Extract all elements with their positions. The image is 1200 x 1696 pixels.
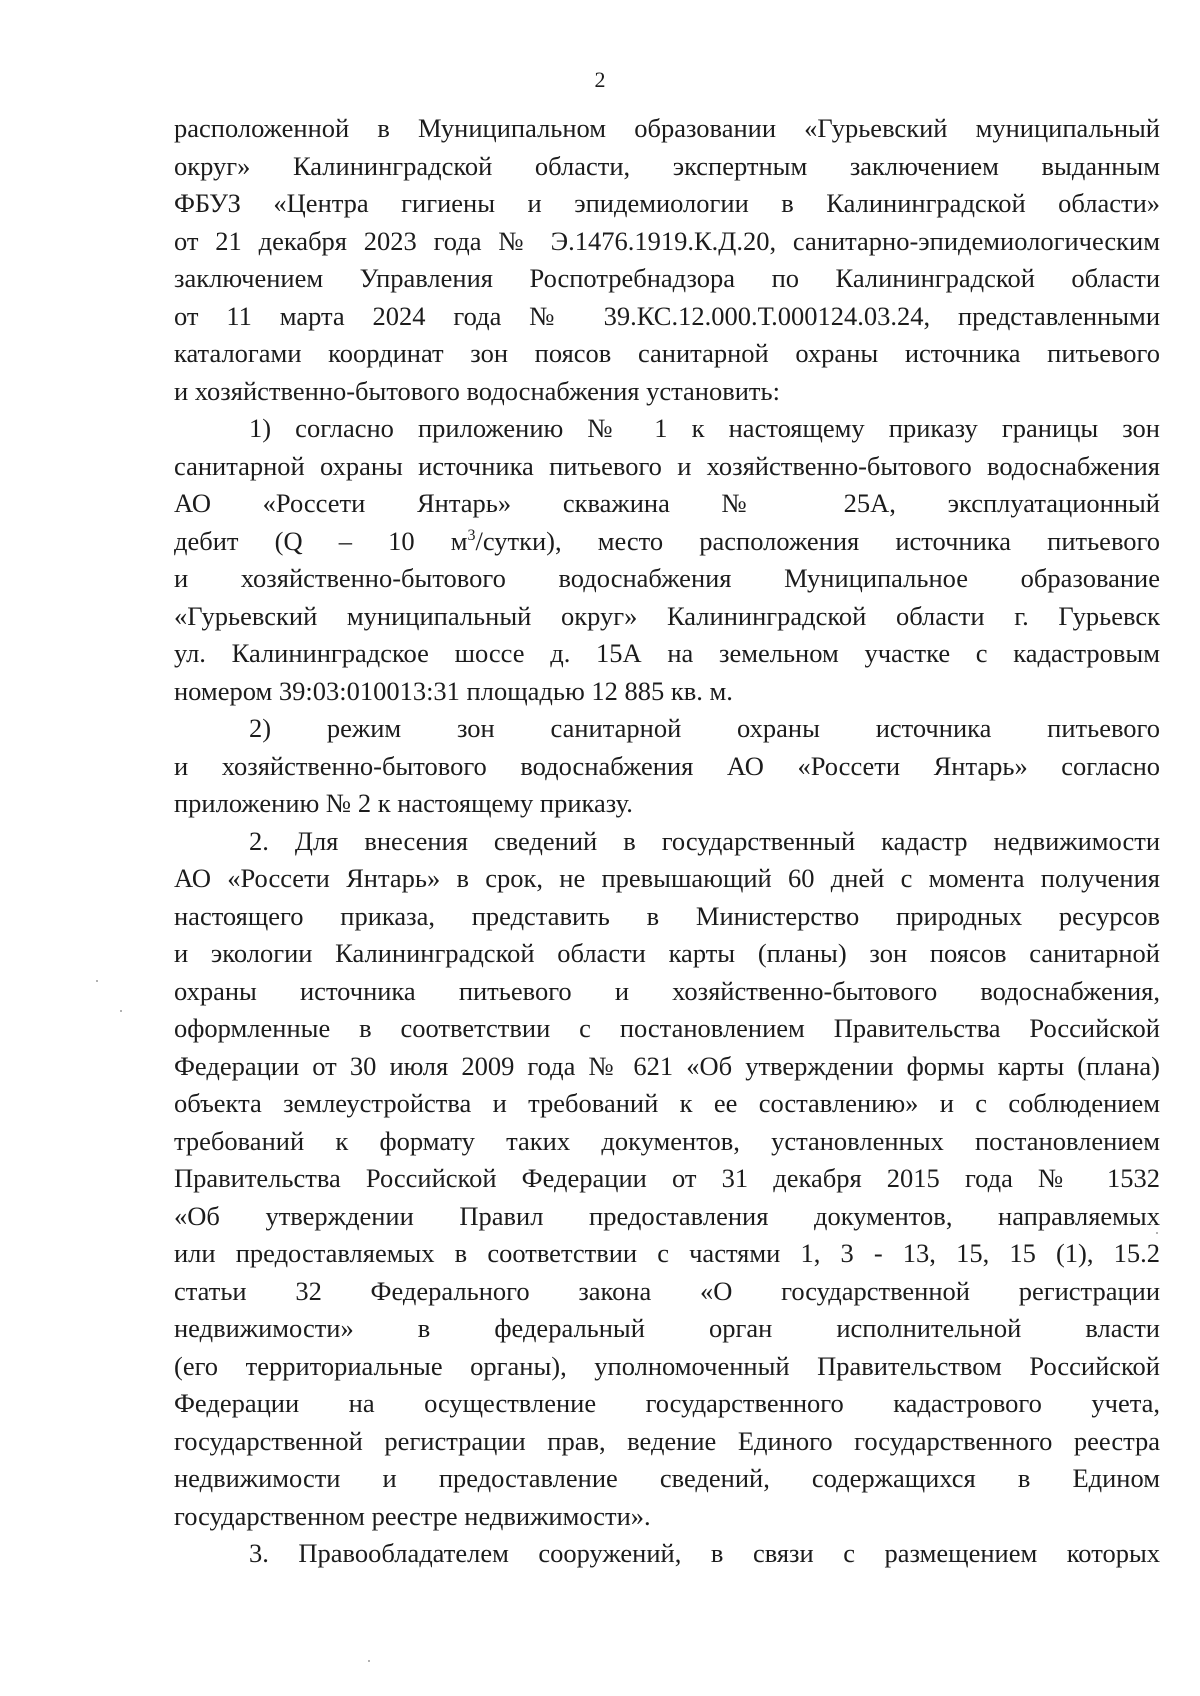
text-line: 2) режим зон санитарной охраны источника питьевого	[249, 713, 1160, 743]
text-line: и хозяйственно-бытового водоснабжения Муниципальное образование	[174, 563, 1160, 593]
text-line: ФБУЗ «Центра гигиены и эпидемиологии в Калининградской области»	[174, 188, 1160, 218]
text-line: АО «Россети Янтарь» скважина № 25А, эксплуатационный	[174, 488, 1160, 518]
text-line: и экологии Калининградской области карты (планы) зон поясов санитарной	[174, 938, 1160, 968]
text-line: 3. Правообладателем сооружений, в связи с размещением которых	[249, 1538, 1160, 1568]
text-line: каталогами координат зон поясов санитарной охраны источника питьевого	[174, 338, 1160, 368]
text-line-with-superscript	[174, 523, 1160, 561]
text-line: «Гурьевский муниципальный округ» Калининградской области г. Гурьевск	[174, 600, 1160, 631]
text-line: недвижимости» в федеральный орган исполнительной власти	[174, 1313, 1160, 1343]
document-body	[174, 110, 1160, 1573]
text-line: охраны источника питьевого и хозяйственно-бытового водоснабжения,	[174, 975, 1160, 1006]
scan-speck	[1156, 1232, 1158, 1234]
text-line: Федерации на осуществление государственного кадастрового учета,	[174, 1388, 1160, 1418]
text-line: государственной регистрации прав, ведение Единого государственного реестра	[174, 1425, 1160, 1456]
text-line: Федерации от 30 июля 2009 года № 621 «Об утверждении формы карты (плана)	[174, 1050, 1160, 1081]
scan-speck	[120, 1010, 122, 1012]
superscript: 3	[467, 526, 476, 544]
text-line: от 21 декабря 2023 года № Э.1476.1919.К.Д.20, санитарно-эпидемиологическим	[174, 225, 1160, 256]
text-line: и хозяйственно-бытового водоснабжения АО «Россети Янтарь» согласно	[174, 750, 1160, 781]
text-line: 2. Для внесения сведений в государственный кадастр недвижимости	[249, 825, 1160, 856]
text-line: АО «Россети Янтарь» в срок, не превышающий 60 дней с момента получения	[174, 863, 1160, 893]
text-line: оформленные в соответствии с постановлением Правительства Российской	[174, 1013, 1160, 1043]
text-line: и хозяйственно-бытового водоснабжения установить:	[174, 375, 780, 406]
text-line: статьи 32 Федерального закона «О государственной регистрации	[174, 1275, 1160, 1306]
text-line: 1) согласно приложению № 1 к настоящему приказу границы зон	[249, 413, 1160, 443]
text-line: недвижимости и предоставление сведений, содержащихся в Едином	[174, 1463, 1160, 1493]
text-line: расположенной в Муниципальном образовании «Гурьевский муниципальный	[174, 113, 1160, 143]
text-line: Правительства Российской Федерации от 31 декабря 2015 года № 1532	[174, 1163, 1160, 1193]
text-line: государственном реестре недвижимости».	[174, 1500, 651, 1531]
text-line-part: дебит (Q – 10 м	[174, 525, 468, 556]
text-line: (его территориальные органы), уполномоченный Правительством Российской	[174, 1350, 1160, 1381]
text-line: «Об утверждении Правил предоставления документов, направляемых	[174, 1200, 1160, 1231]
scan-speck	[96, 980, 98, 982]
page-number: 2	[594, 67, 606, 92]
text-line: округ» Калининградской области, экспертным заключением выданным	[174, 150, 1160, 181]
text-line: или предоставляемых в соответствии с частями 1, 3 - 13, 15, 15 (1), 15.2	[174, 1238, 1160, 1268]
text-line: заключением Управления Роспотребнадзора по Калининградской области	[174, 263, 1160, 293]
text-line: ул. Калининградское шоссе д. 15А на земельном участке с кадастровым	[174, 638, 1160, 668]
text-line: приложению № 2 к настоящему приказу.	[174, 788, 633, 818]
text-line: настоящего приказа, представить в Министерство природных ресурсов	[174, 900, 1160, 931]
text-line: требований к формату таких документов, установленных постановлением	[174, 1125, 1160, 1156]
text-line: объекта землеустройства и требований к ее составлению» и с соблюдением	[174, 1088, 1160, 1118]
text-line: номером 39:03:010013:31 площадью 12 885 кв. м.	[174, 675, 733, 706]
text-line: санитарной охраны источника питьевого и хозяйственно-бытового водоснабжения	[174, 450, 1160, 481]
text-line-part: /сутки), место расположения источника питьевого	[475, 525, 1160, 556]
text-line: от 11 марта 2024 года № 39.КС.12.000.Т.000124.03.24, представленными	[174, 300, 1160, 331]
scan-speck	[368, 1660, 370, 1662]
